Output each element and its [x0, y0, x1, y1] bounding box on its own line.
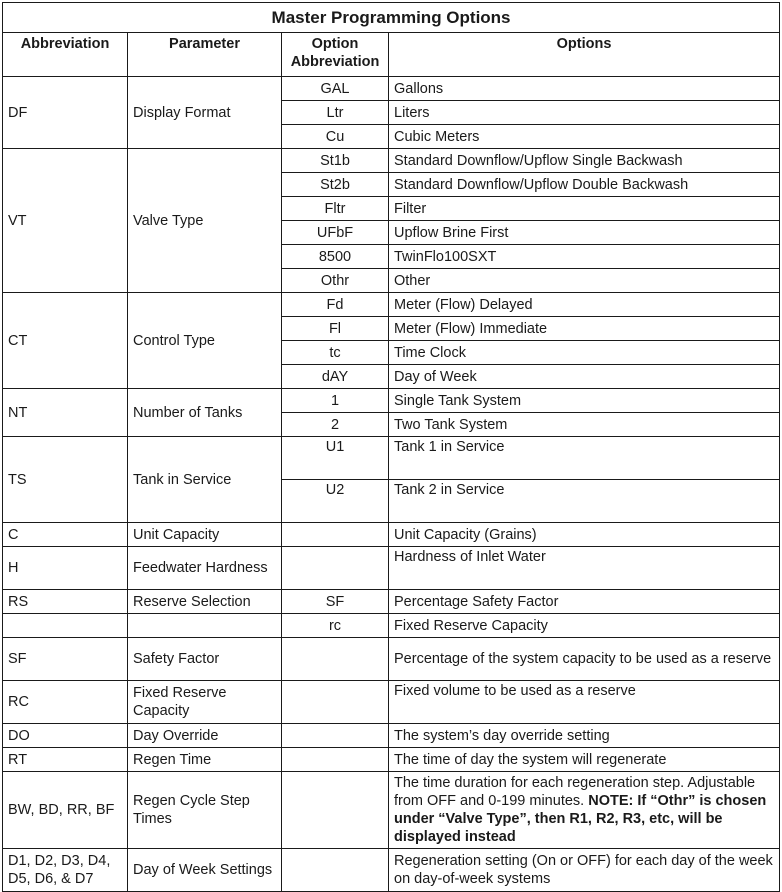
- option-text: Hardness of Inlet Water: [389, 547, 780, 590]
- option-text: Single Tank System: [389, 389, 780, 413]
- option-text: Fixed volume to be used as a reserve: [389, 681, 780, 724]
- option-text: Meter (Flow) Delayed: [389, 293, 780, 317]
- option-code: dAY: [282, 365, 389, 389]
- option-code: Othr: [282, 269, 389, 293]
- option-code: UFbF: [282, 221, 389, 245]
- option-text: Tank 2 in Service: [389, 480, 780, 523]
- option-code: U2: [282, 480, 389, 523]
- option-text: The time duration for each regeneration step. Adjustable from OFF and 0-199 minutes.: [394, 775, 756, 809]
- abbr-cell: C: [3, 523, 128, 547]
- table-title: Master Programming Options: [3, 3, 780, 33]
- abbr-cell: BW, BD, RR, BF: [3, 772, 128, 849]
- param-cell: Control Type: [128, 293, 282, 389]
- param-cell: Number of Tanks: [128, 389, 282, 437]
- abbr-cell: VT: [3, 149, 128, 293]
- option-code: [282, 681, 389, 724]
- option-code: SF: [282, 590, 389, 614]
- option-code: St2b: [282, 173, 389, 197]
- param-cell: Reserve Selection: [128, 590, 282, 614]
- option-code: Fl: [282, 317, 389, 341]
- valve-type-note: NOTE: If “Othr” is chosen under “Valve Type”, then R1, R2, R3, etc, will be displayed instead: [394, 793, 767, 845]
- param-cell: Safety Factor: [128, 638, 282, 681]
- option-code: 8500: [282, 245, 389, 269]
- option-text: Standard Downflow/Upflow Single Backwash: [389, 149, 780, 173]
- option-text: Percentage Safety Factor: [389, 590, 780, 614]
- option-text: Unit Capacity (Grains): [389, 523, 780, 547]
- header-options: Options: [389, 33, 780, 77]
- option-code: rc: [282, 614, 389, 638]
- param-cell: Feedwater Hardness: [128, 547, 282, 590]
- option-text: Two Tank System: [389, 413, 780, 437]
- option-text: Percentage of the system capacity to be used as a reserve: [389, 638, 780, 681]
- abbr-cell-empty: [3, 614, 128, 638]
- option-code: [282, 772, 389, 849]
- option-text: Cubic Meters: [389, 125, 780, 149]
- header-option-abbreviation: Option Abbreviation: [282, 33, 389, 77]
- option-code: Fd: [282, 293, 389, 317]
- header-abbreviation: Abbreviation: [3, 33, 128, 77]
- param-cell-empty: [128, 614, 282, 638]
- param-cell: Unit Capacity: [128, 523, 282, 547]
- abbr-cell: D1, D2, D3, D4, D5, D6, & D7: [3, 849, 128, 892]
- option-text-cell: [389, 772, 780, 849]
- option-text: Liters: [389, 101, 780, 125]
- option-text: Upflow Brine First: [389, 221, 780, 245]
- option-code: U1: [282, 437, 389, 480]
- option-code: [282, 849, 389, 892]
- param-cell: Day of Week Settings: [128, 849, 282, 892]
- option-code: GAL: [282, 77, 389, 101]
- option-code: tc: [282, 341, 389, 365]
- option-code: [282, 523, 389, 547]
- option-text: Meter (Flow) Immediate: [389, 317, 780, 341]
- option-text: Filter: [389, 197, 780, 221]
- option-text: Regeneration setting (On or OFF) for each day of the week on day-of-week systems: [389, 849, 780, 892]
- abbr-cell: RC: [3, 681, 128, 724]
- abbr-cell: H: [3, 547, 128, 590]
- option-code: St1b: [282, 149, 389, 173]
- option-text: Other: [389, 269, 780, 293]
- option-text: Tank 1 in Service: [389, 437, 780, 480]
- abbr-cell: CT: [3, 293, 128, 389]
- abbr-cell: SF: [3, 638, 128, 681]
- option-text: Day of Week: [389, 365, 780, 389]
- option-text: Time Clock: [389, 341, 780, 365]
- option-text: Standard Downflow/Upflow Double Backwash: [389, 173, 780, 197]
- param-cell: Fixed Reserve Capacity: [128, 681, 282, 724]
- param-cell: Day Override: [128, 724, 282, 748]
- option-code: [282, 638, 389, 681]
- option-text: TwinFlo100SXT: [389, 245, 780, 269]
- param-cell: Display Format: [128, 77, 282, 149]
- param-cell: Regen Cycle Step Times: [128, 772, 282, 849]
- abbr-cell: RS: [3, 590, 128, 614]
- option-code: 2: [282, 413, 389, 437]
- abbr-cell: NT: [3, 389, 128, 437]
- option-code: Fltr: [282, 197, 389, 221]
- option-code: [282, 748, 389, 772]
- option-code: Ltr: [282, 101, 389, 125]
- header-parameter: Parameter: [128, 33, 282, 77]
- option-text: The system’s day override setting: [389, 724, 780, 748]
- option-text: Fixed Reserve Capacity: [389, 614, 780, 638]
- abbr-cell: DF: [3, 77, 128, 149]
- option-code: 1: [282, 389, 389, 413]
- master-programming-options-table: [2, 2, 780, 892]
- option-code: [282, 547, 389, 590]
- option-code: Cu: [282, 125, 389, 149]
- option-code: [282, 724, 389, 748]
- param-cell: Valve Type: [128, 149, 282, 293]
- abbr-cell: DO: [3, 724, 128, 748]
- abbr-cell: TS: [3, 437, 128, 523]
- abbr-cell: RT: [3, 748, 128, 772]
- param-cell: Tank in Service: [128, 437, 282, 523]
- param-cell: Regen Time: [128, 748, 282, 772]
- option-text: The time of day the system will regenerate: [389, 748, 780, 772]
- option-text: Gallons: [389, 77, 780, 101]
